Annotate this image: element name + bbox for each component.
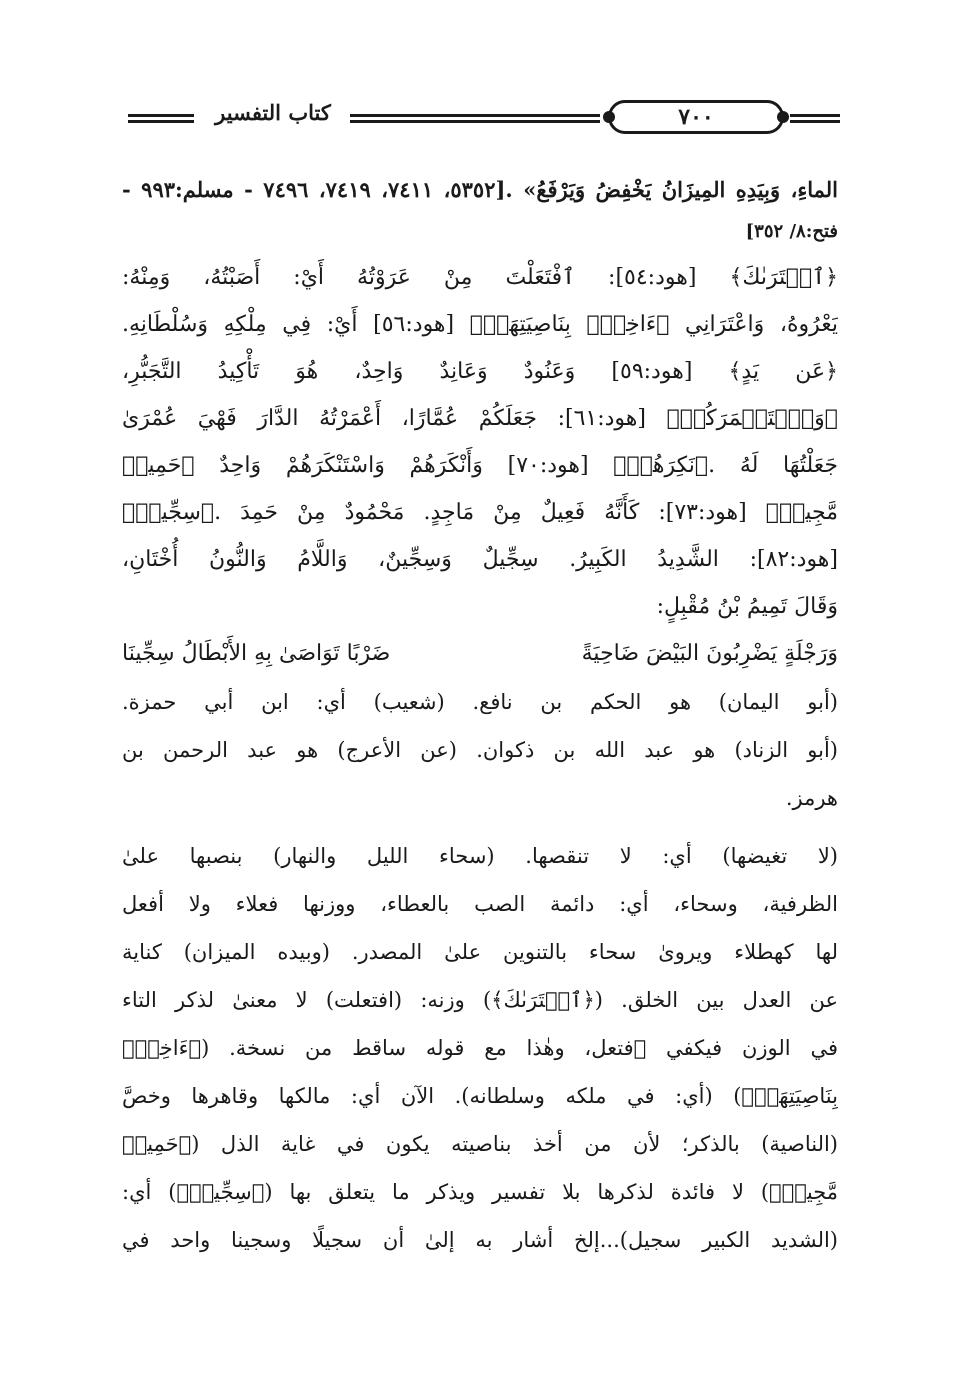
- poetry-verse: [122, 630, 838, 678]
- notes-line: هرمز.: [785, 786, 838, 810]
- narrator-notes: [122, 678, 838, 822]
- notes-line: في الوزن فيكفي ٱفتعل، وهٰذا مع قوله ساقط من نسخة. (﴿ءَاخِذُۢ: [122, 1036, 838, 1060]
- page-body: [122, 168, 838, 1264]
- commentary-line: ﴿ٱعۡتَرَىٰكَ﴾ [هود:٥٤]: ٱفْتَعَلْتَ مِنْ عَرَوْتُهُ أَيْ: أَصَبْتُهُ، وَمِنْهُ:: [122, 265, 838, 290]
- hadith-reference: فتح:٨/ ٣٥٢]: [745, 221, 838, 242]
- commentary-line: يَعْرُوهُ، وَاعْتَرَانِي ﴿ءَاخِذُۢ بِنَاصِيَتِهَآۚ﴾ [هود:٥٦] أَيْ: فِي مِلْكِهِ وَسُلْطَانِهِ.: [122, 312, 838, 337]
- commentary-line: جَعَلْتُهَا لَهُ .﴿نَكِرَهُمۡ﴾ [هود:٧٠] وَأَنْكَرَهُمْ وَاسْتَنْكَرَهُمْ وَاحِدٌ ﴿حَمِيدٞ: [122, 453, 838, 478]
- notes-line: مَّجِيدٞ﴾) لا فائدة لذكرها بلا تفسير ويذكر ما يتعلق بها (﴿سِجِّيلٖ﴾) أي:: [122, 1180, 838, 1204]
- page-header: [120, 98, 840, 142]
- verse-second-hemistich: ضَرْبًا تَوَاصَىٰ بِهِ الأَبْطَالُ سِجِّينَا: [122, 641, 391, 666]
- commentary-line: مَّجِيدٞ﴾ [هود:٧٣]: كَأَنَّهُ فَعِيلٌ مِنْ مَاجِدٍ. مَحْمُودٌ مِنْ حَمِدَ .﴿سِجِّيلٖ﴾: [122, 500, 838, 525]
- notes-line: (لا تغيضها) أي: لا تنقصها. (سحاء الليل والنهار) بنصبها علىٰ: [122, 844, 838, 868]
- notes-line: (أبو الزناد) هو عبد الله بن ذكوان. (عن الأعرج) هو عبد الرحمن بن: [122, 738, 838, 762]
- hadith-line: الماءِ، وَبِيَدِهِ المِيزَانُ يَخْفِضُ وَيَرْفَعُ» .[٥٣٥٢، ٧٤١١، ٧٤١٩، ٧٤٩٦ - مسلم:٩٩٣ -: [122, 177, 838, 202]
- running-title: كتاب التفسير: [215, 100, 331, 125]
- bukhari-commentary: [122, 254, 838, 630]
- notes-line: (الشديد الكبير سجيل)...إلخ أشار به إلىٰ أن سجيلًا وسجينا واحد في: [122, 1228, 838, 1252]
- page-number: ٧٠٠: [608, 100, 784, 134]
- notes-line: (الناصية) بالذكر؛ لأن من أخذ بناصيته يكون في غاية الذل (﴿حَمِيدٞ: [122, 1132, 838, 1156]
- header-rule-middle: [350, 114, 600, 117]
- header-rule-right: [790, 114, 840, 117]
- explanatory-notes: [122, 832, 838, 1264]
- notes-line: (أبو اليمان) هو الحكم بن نافع. (شعيب) أي: ابن أبي حمزة.: [122, 690, 838, 714]
- notes-line: لها كهطلاء ويروىٰ سحاء بالتنوين علىٰ المصدر. (وبيده الميزان) كناية: [122, 940, 838, 964]
- notes-line: بِنَاصِيَتِهَآۚ﴾) (أي: في ملكه وسلطانه). الآن أي: مالكها وقاهرها وخصَّ: [122, 1084, 838, 1108]
- verse-first-hemistich: وَرَجْلَةٍ يَضْرِبُونَ البَيْضَ ضَاحِيَةً: [581, 641, 838, 666]
- header-rule-left: [128, 114, 194, 117]
- commentary-line: [هود:٨٢]: الشَّدِيدُ الكَبِيرُ. سِجِّيلٌ وَسِجِّينٌ، وَاللَّامُ وَالنُّونُ أُخْتَانِ،: [122, 547, 838, 572]
- commentary-line: ﴿عَن يَدٍ﴾ [هود:٥٩] وَعَنُودٌ وَعَانِدٌ وَاحِدٌ، هُوَ تَأْكِيدُ التَّجَبُّرِ،: [122, 359, 838, 384]
- commentary-line: وَقَالَ تَمِيمُ بْنُ مُقْبِلٍ:: [656, 594, 838, 619]
- notes-line: الظرفية، وسحاء، أي: دائمة الصب بالعطاء، ووزنها فعلاء ولا أفعل: [122, 892, 838, 916]
- hadith-tail: [122, 168, 838, 252]
- notes-line: عن العدل بين الخلق. (﴿ٱعۡتَرَىٰكَ﴾) وزنه: (افتعلت) لا معنىٰ لذكر التاء: [122, 988, 838, 1012]
- commentary-line: ﴿وَٱسۡتَعۡمَرَكُمۡ﴾ [هود:٦١]: جَعَلَكُمْ عُمَّارًا، أَعْمَرْتُهُ الدَّارَ فَهْيَ عُمْرَىٰ: [122, 406, 838, 431]
